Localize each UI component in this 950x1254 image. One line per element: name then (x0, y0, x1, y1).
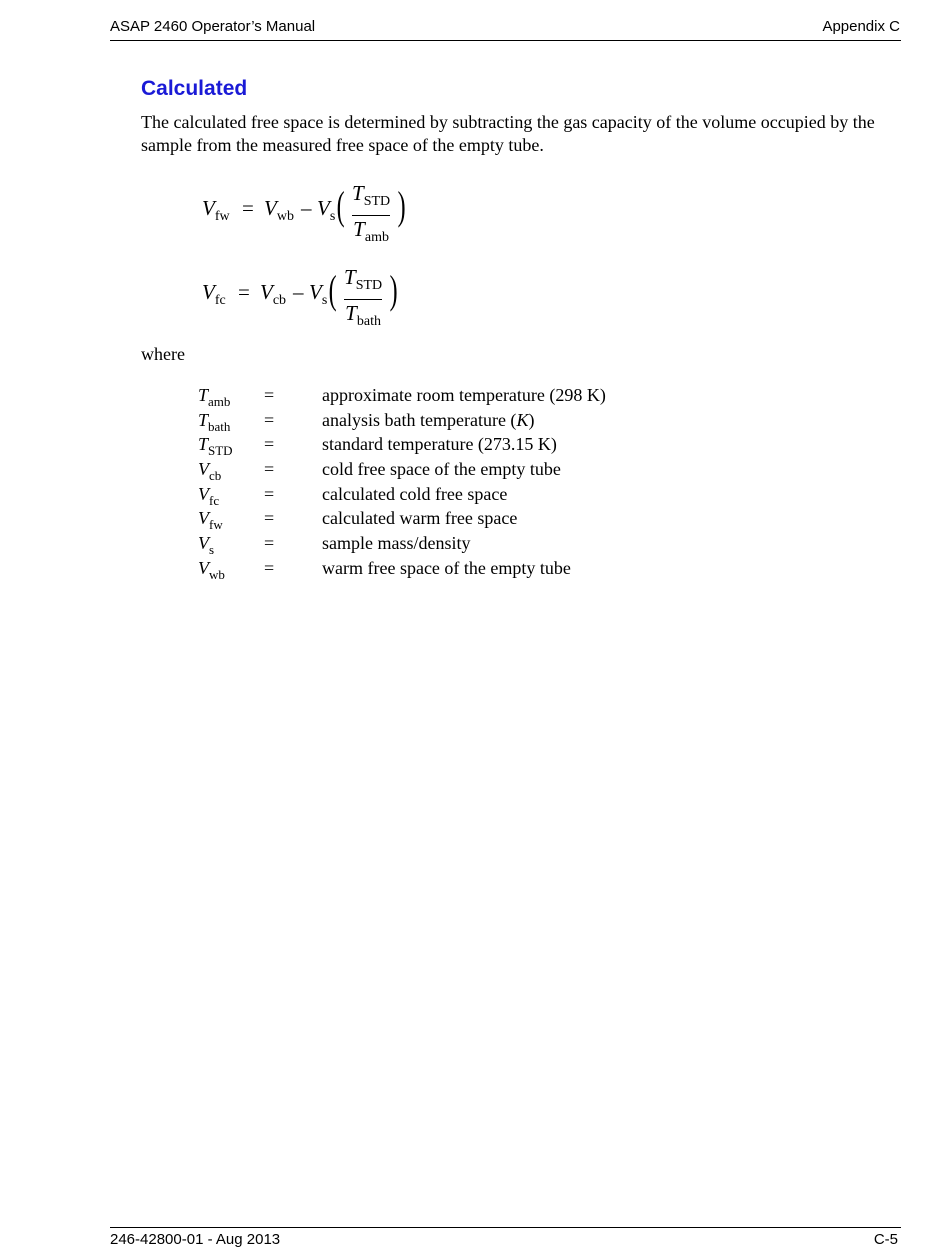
intro-paragraph: The calculated free space is determined by subtracting the gas capacity of the volume occupied by the sample from the measured free space of the empty tube. (141, 112, 875, 155)
header-rule (110, 40, 901, 41)
definition-text: approximate room temperature (298 K) (322, 385, 606, 405)
definition-equals: = (264, 385, 275, 405)
definition-equals: = (264, 459, 275, 480)
section-title: Calculated (141, 77, 248, 100)
definition-equals: = (264, 409, 275, 430)
eq2-equals: = (238, 280, 250, 304)
eq2-lhs: $V_{fc}$ (202, 280, 226, 308)
eq1-equals: = (242, 196, 254, 220)
definition-symbol: $V_{wb}$ (198, 557, 225, 582)
eq1-minus: – (301, 196, 312, 220)
definition-text: cold free space of the empty tube (322, 459, 561, 480)
definition-text: sample mass/density (322, 533, 471, 554)
header-title: ASAP 2460 Operator’s Manual (110, 18, 316, 35)
definition-equals: = (264, 434, 275, 455)
definition-equals: = (264, 508, 275, 529)
definition-symbol: $V_{fc}$ (198, 483, 220, 508)
eq1-term-b: $V_s$ (317, 196, 336, 224)
header-appendix: Appendix C (822, 18, 900, 35)
definition-text: calculated cold free space (322, 483, 508, 504)
definition-symbol: $V_s$ (198, 533, 215, 558)
footer-rule (110, 1227, 901, 1228)
eq1-term-a: $V_{wb}$ (264, 196, 294, 224)
where-label: where (141, 344, 185, 364)
definition-symbol: $T_{amb}$ (198, 385, 231, 409)
eq1-fraction: $T_{STD}$ $T_{amb}$ (352, 181, 391, 246)
eq2-paren-left: ( (328, 267, 337, 312)
eq1-paren-left: ( (336, 183, 345, 228)
eq2-paren-right: ) (389, 267, 398, 312)
definition-equals: = (264, 483, 275, 504)
definition-text: standard temperature (273.15 K) (322, 434, 557, 455)
definition-symbol: $V_{cb}$ (198, 459, 222, 484)
definition-equals: = (264, 557, 275, 578)
eq2-term-b: $V_s$ (309, 280, 328, 308)
footer-doc-number: 246-42800-01 - Aug 2013 (110, 1231, 281, 1248)
definition-symbol: $T_{STD}$ (198, 434, 233, 459)
definition-text: analysis bath temperature (K) (322, 409, 535, 430)
definition-text: calculated warm free space (322, 508, 518, 529)
definition-symbol: $T_{bath}$ (198, 409, 231, 434)
eq2-fraction: $T_{STD}$ $T_{bath}$ (344, 265, 383, 330)
eq2-term-a: $V_{cb}$ (260, 280, 287, 308)
eq1-lhs: $V_{fw}$ (202, 196, 230, 224)
eq1-paren-right: ) (397, 183, 406, 228)
definition-text: warm free space of the empty tube (322, 557, 571, 578)
definition-equals: = (264, 533, 275, 554)
eq2-minus: – (293, 280, 304, 304)
footer-page-number: C-5 (873, 1231, 898, 1248)
definition-symbol: $V_{fw}$ (198, 508, 223, 533)
